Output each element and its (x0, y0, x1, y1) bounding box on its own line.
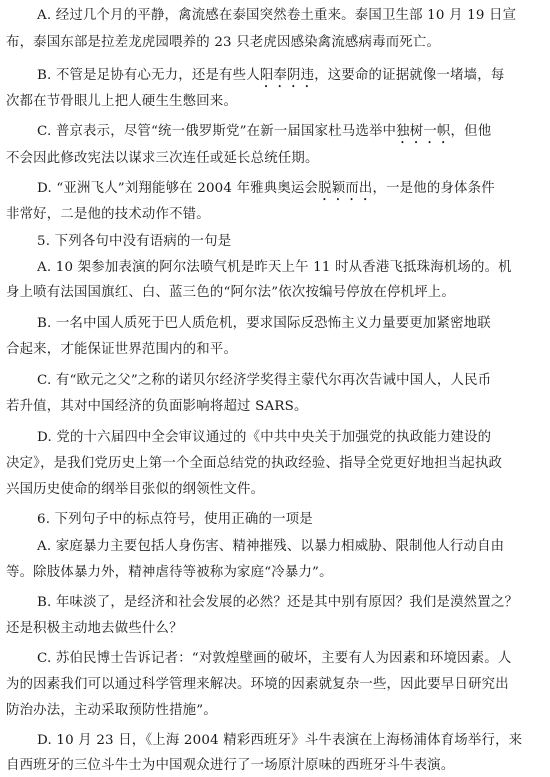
q5-option-c-line1: C. 有“欧元之父”之称的诺贝尔经济学奖得主蒙代尔再次告诫中国人，人民币 (37, 373, 492, 388)
q4-option-c-emphasis: 独树一帜 (396, 124, 451, 139)
q4-option-d-post: ，一是他的身体条件 (372, 181, 495, 196)
q6-stem: 6. 下列句子中的标点符号，使用正确的一项是 (37, 512, 313, 527)
q6-option-c-line2: 为的因素我们可以通过科学管理来解决。环境的因素就复杂一些，因此要早日研究出 (6, 677, 509, 692)
q4-option-b-line1 (37, 66, 504, 91)
q6-option-d-line2: 自西班牙的三位斗牛士为中国观众进行了一场原汁原味的西班牙斗牛表演。 (6, 758, 455, 773)
q5-option-d-line3: 兴国历史使命的纲举目张似的纲领性文件。 (6, 482, 265, 497)
q6-option-b-line1: B. 年味淡了，是经济和社会发展的必然？还是其中别有原因？我们是漠然置之？ (37, 595, 519, 610)
q5-option-b-line2: 合起来，才能保证世界范围内的和平。 (6, 342, 238, 357)
q5-option-c-line2: 若升值，其对中国经济的负面影响将超过 SARS。 (6, 399, 308, 414)
q4-option-d-line2: 非常好，二是他的技术动作不错。 (6, 207, 210, 222)
q6-option-a-line2: 等。除肢体暴力外，精神虐待等被称为家庭“冷暴力”。 (6, 565, 333, 580)
q4-option-a-line2: 布，泰国东部是拉差龙虎园喂养的 23 只老虎因感染禽流感病毒而死亡。 (6, 35, 441, 50)
q5-option-d-line2: 决定》，是我们党历史上第一个全面总结党的执政经验、指导全党更好地担当起执政 (6, 456, 503, 471)
q4-option-c-line1 (37, 122, 491, 147)
q5-option-d-line1: D. 党的十六届四中全会审议通过的《中共中央关于加强党的执政能力建设的 (37, 430, 492, 445)
q4-option-c-post: ，但他 (450, 124, 492, 139)
q4-option-c-pre: C. 普京表示，尽管“统一俄罗斯党”在新一届国家杜马选举中 (37, 124, 397, 139)
q4-option-d-pre: D. “亚洲飞人”刘翔能够在 2004 年雅典奥运会 (37, 181, 319, 196)
q6-option-a-line1: A. 家庭暴力主要包括人身伤害、精神摧残、以暴力相威胁、限制他人行动自由 (37, 539, 505, 554)
q4-option-d-emphasis: 脱颖而出 (318, 181, 373, 196)
q4-option-b-line2: 次都在节骨眼儿上把人硬生生憋回来。 (6, 94, 238, 109)
q5-option-b-line1: B. 一名中国人质死于巴人质危机，要求国际反恐怖主义力量要更加紧密地联 (37, 316, 491, 331)
q4-option-a-line1: A. 经过几个月的平静，禽流感在泰国突然卷土重来。泰国卫生部 10 月 19 日宣 (37, 8, 517, 23)
q4-option-d-line1 (37, 179, 495, 204)
q5-stem: 5. 下列各句中没有语病的一句是 (37, 234, 232, 249)
q4-option-b-pre: B. 不管是足协有心无力，还是有些人 (37, 68, 260, 83)
q5-option-a-line1: A. 10 架参加表演的阿尔法喷气机是昨天上午 11 时从香港飞抵珠海机场的。机 (37, 260, 512, 275)
q4-option-c-line2: 不会因此修改宪法以谋求三次连任或延长总统任期。 (6, 151, 319, 166)
q6-option-b-line2: 还是积极主动地去做些什么？ (6, 621, 183, 636)
q6-option-c-line1: C. 苏伯民博士告诉记者：“对敦煌壁画的破坏，主要有人为因素和环境因素。人 (37, 651, 512, 666)
q4-option-b-post: ，这要命的证据就像一堵墙，每 (314, 68, 505, 83)
q5-option-a-line2: 身上喷有法国国旗红、白、蓝三色的“阿尔法”依次按编号停放在停机坪上。 (6, 285, 455, 300)
q6-option-c-line3: 防治办法，主动采取预防性措施”。 (6, 703, 217, 718)
q6-option-d-line1: D. 10 月 23 日，《上海 2004 精彩西班牙》斗牛表演在上海杨浦体育场举行，来 (37, 733, 523, 748)
q4-option-b-emphasis: 阳奉阴违 (259, 68, 315, 83)
